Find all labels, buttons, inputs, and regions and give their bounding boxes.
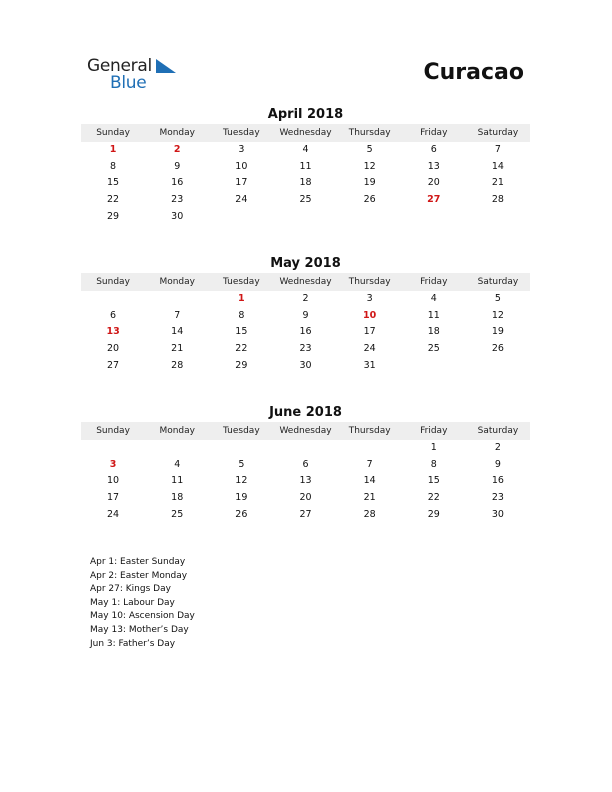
day-cell: 5 bbox=[366, 144, 373, 155]
day-cell: 22 bbox=[427, 492, 440, 504]
day-cell: 6 bbox=[110, 309, 117, 321]
weekday-label: Friday bbox=[420, 426, 448, 436]
day-cell: 29 bbox=[427, 508, 440, 520]
day-cell: 4 bbox=[430, 293, 437, 304]
days-grid bbox=[81, 291, 530, 374]
day-cell: 9 bbox=[302, 309, 309, 321]
generalblue-logo bbox=[87, 56, 187, 96]
day-cell: 7 bbox=[366, 458, 373, 470]
empty-day-cell bbox=[338, 440, 402, 457]
day-cell: 12 bbox=[235, 475, 248, 487]
weekday-label: Tuesday bbox=[223, 128, 260, 138]
day-cell: 28 bbox=[171, 359, 184, 371]
day-cell: 21 bbox=[363, 492, 376, 504]
holiday-list-item: Jun 3: Father’s Day bbox=[90, 638, 176, 649]
month-calendar-june bbox=[81, 404, 530, 523]
empty-day-cell bbox=[466, 358, 530, 375]
day-cell: 25 bbox=[171, 508, 184, 520]
day-cell: 16 bbox=[491, 475, 504, 487]
day-cell: 25 bbox=[427, 343, 440, 355]
day-cell: 30 bbox=[299, 359, 312, 371]
holiday-list-item: May 1: Labour Day bbox=[90, 597, 175, 608]
day-cell: 19 bbox=[363, 177, 376, 189]
empty-day-cell bbox=[402, 209, 466, 226]
day-cell: 16 bbox=[299, 326, 312, 338]
day-cell: 5 bbox=[494, 293, 501, 304]
logo-blue-text: Blue bbox=[110, 73, 147, 93]
day-cell: 12 bbox=[363, 160, 376, 172]
day-cell: 15 bbox=[235, 326, 248, 338]
empty-day-cell bbox=[338, 209, 402, 226]
day-cell: 7 bbox=[174, 309, 181, 321]
day-cell: 28 bbox=[363, 508, 376, 520]
day-cell: 8 bbox=[238, 309, 245, 321]
day-cell: 18 bbox=[427, 326, 440, 338]
holiday-list-item: May 10: Ascension Day bbox=[90, 611, 195, 622]
day-cell: 15 bbox=[427, 475, 440, 487]
holiday-day-cell: 3 bbox=[109, 458, 117, 470]
weekday-label: Sunday bbox=[96, 277, 130, 287]
weekday-header bbox=[81, 273, 530, 291]
day-cell: 14 bbox=[491, 160, 504, 172]
day-cell: 6 bbox=[430, 144, 437, 155]
day-cell: 26 bbox=[363, 194, 376, 206]
day-cell: 14 bbox=[363, 475, 376, 487]
day-cell: 20 bbox=[427, 177, 440, 189]
day-cell: 4 bbox=[302, 144, 309, 155]
days-grid bbox=[81, 440, 530, 523]
day-cell: 31 bbox=[363, 359, 376, 371]
holiday-list-item: May 13: Mother’s Day bbox=[90, 624, 189, 635]
day-cell: 21 bbox=[491, 177, 504, 189]
holiday-list-item: Apr 27: Kings Day bbox=[90, 584, 171, 595]
holiday-day-cell: 10 bbox=[363, 309, 377, 321]
holiday-day-cell: 1 bbox=[238, 293, 245, 304]
day-cell: 27 bbox=[299, 508, 312, 520]
day-cell: 6 bbox=[302, 458, 309, 470]
day-cell: 25 bbox=[299, 194, 312, 206]
weekday-label: Monday bbox=[159, 426, 195, 436]
logo-general-text: General bbox=[87, 56, 152, 76]
day-cell: 24 bbox=[235, 194, 248, 206]
day-cell: 23 bbox=[491, 492, 504, 504]
weekday-label: Friday bbox=[420, 277, 448, 287]
holiday-day-cell: 27 bbox=[427, 194, 441, 206]
day-cell: 3 bbox=[366, 293, 373, 304]
day-cell: 10 bbox=[107, 475, 120, 487]
day-cell: 28 bbox=[491, 194, 504, 206]
month-title: June 2018 bbox=[269, 405, 342, 420]
weekday-label: Saturday bbox=[477, 426, 519, 436]
day-cell: 13 bbox=[427, 160, 440, 172]
day-cell: 9 bbox=[494, 458, 501, 470]
day-cell: 22 bbox=[235, 343, 248, 355]
day-cell: 14 bbox=[171, 326, 184, 338]
day-cell: 16 bbox=[171, 177, 184, 189]
day-cell: 2 bbox=[302, 293, 309, 304]
weekday-label: Friday bbox=[420, 128, 448, 138]
day-cell: 9 bbox=[174, 160, 181, 172]
day-cell: 29 bbox=[235, 359, 248, 371]
holiday-day-cell: 13 bbox=[106, 326, 120, 338]
day-cell: 2 bbox=[494, 442, 501, 453]
empty-day-cell bbox=[209, 440, 273, 457]
day-cell: 24 bbox=[107, 508, 120, 520]
empty-day-cell bbox=[273, 440, 337, 457]
day-cell: 7 bbox=[494, 144, 501, 155]
days-grid bbox=[81, 142, 530, 225]
empty-day-cell bbox=[81, 291, 145, 308]
empty-day-cell bbox=[145, 440, 209, 457]
country-title: Curacao bbox=[423, 60, 524, 85]
weekday-label: Saturday bbox=[477, 128, 519, 138]
weekday-label: Thursday bbox=[348, 277, 391, 287]
day-cell: 30 bbox=[491, 508, 504, 520]
holiday-list bbox=[90, 556, 195, 651]
month-title: May 2018 bbox=[270, 256, 341, 271]
day-cell: 1 bbox=[430, 442, 437, 453]
weekday-label: Thursday bbox=[348, 426, 391, 436]
logo-triangle-icon bbox=[156, 59, 176, 73]
day-cell: 17 bbox=[235, 177, 248, 189]
weekday-header bbox=[81, 422, 530, 440]
day-cell: 24 bbox=[363, 343, 376, 355]
day-cell: 17 bbox=[363, 326, 376, 338]
weekday-label: Thursday bbox=[348, 128, 391, 138]
empty-day-cell bbox=[209, 209, 273, 226]
empty-day-cell bbox=[402, 358, 466, 375]
empty-day-cell bbox=[145, 291, 209, 308]
day-cell: 26 bbox=[491, 343, 504, 355]
month-calendar-may bbox=[81, 255, 530, 374]
day-cell: 18 bbox=[299, 177, 312, 189]
weekday-label: Saturday bbox=[477, 277, 519, 287]
day-cell: 18 bbox=[171, 492, 184, 504]
day-cell: 12 bbox=[491, 309, 504, 321]
empty-day-cell bbox=[81, 440, 145, 457]
day-cell: 11 bbox=[427, 309, 440, 321]
weekday-header bbox=[81, 124, 530, 142]
day-cell: 13 bbox=[299, 475, 312, 487]
day-cell: 19 bbox=[235, 492, 248, 504]
holiday-day-cell: 1 bbox=[109, 144, 117, 155]
day-cell: 23 bbox=[299, 343, 312, 355]
empty-day-cell bbox=[273, 209, 337, 226]
day-cell: 23 bbox=[171, 194, 184, 206]
day-cell: 20 bbox=[299, 492, 312, 504]
day-cell: 17 bbox=[107, 492, 120, 504]
day-cell: 8 bbox=[430, 458, 437, 470]
weekday-label: Sunday bbox=[96, 426, 130, 436]
weekday-label: Monday bbox=[159, 128, 195, 138]
day-cell: 11 bbox=[299, 160, 312, 172]
weekday-label: Monday bbox=[159, 277, 195, 287]
weekday-label: Wednesday bbox=[279, 128, 332, 138]
day-cell: 22 bbox=[107, 194, 120, 206]
day-cell: 27 bbox=[107, 359, 120, 371]
weekday-label: Tuesday bbox=[223, 426, 260, 436]
day-cell: 11 bbox=[171, 475, 184, 487]
day-cell: 5 bbox=[238, 458, 245, 470]
weekday-label: Tuesday bbox=[223, 277, 260, 287]
holiday-day-cell: 2 bbox=[173, 144, 181, 155]
day-cell: 8 bbox=[110, 160, 117, 172]
day-cell: 21 bbox=[171, 343, 184, 355]
day-cell: 10 bbox=[235, 160, 248, 172]
weekday-label: Sunday bbox=[96, 128, 130, 138]
holiday-list-item: Apr 1: Easter Sunday bbox=[90, 557, 186, 567]
month-title: April 2018 bbox=[267, 107, 344, 122]
empty-day-cell bbox=[466, 209, 530, 226]
day-cell: 3 bbox=[238, 144, 245, 155]
day-cell: 30 bbox=[171, 210, 184, 222]
day-cell: 19 bbox=[491, 326, 504, 338]
day-cell: 15 bbox=[107, 177, 120, 189]
weekday-label: Wednesday bbox=[279, 277, 332, 287]
day-cell: 4 bbox=[174, 458, 181, 470]
month-calendar-april bbox=[81, 106, 530, 225]
day-cell: 26 bbox=[235, 508, 248, 520]
holiday-list-item: Apr 2: Easter Monday bbox=[90, 570, 188, 581]
weekday-label: Wednesday bbox=[279, 426, 332, 436]
day-cell: 29 bbox=[107, 210, 120, 222]
day-cell: 20 bbox=[107, 343, 120, 355]
